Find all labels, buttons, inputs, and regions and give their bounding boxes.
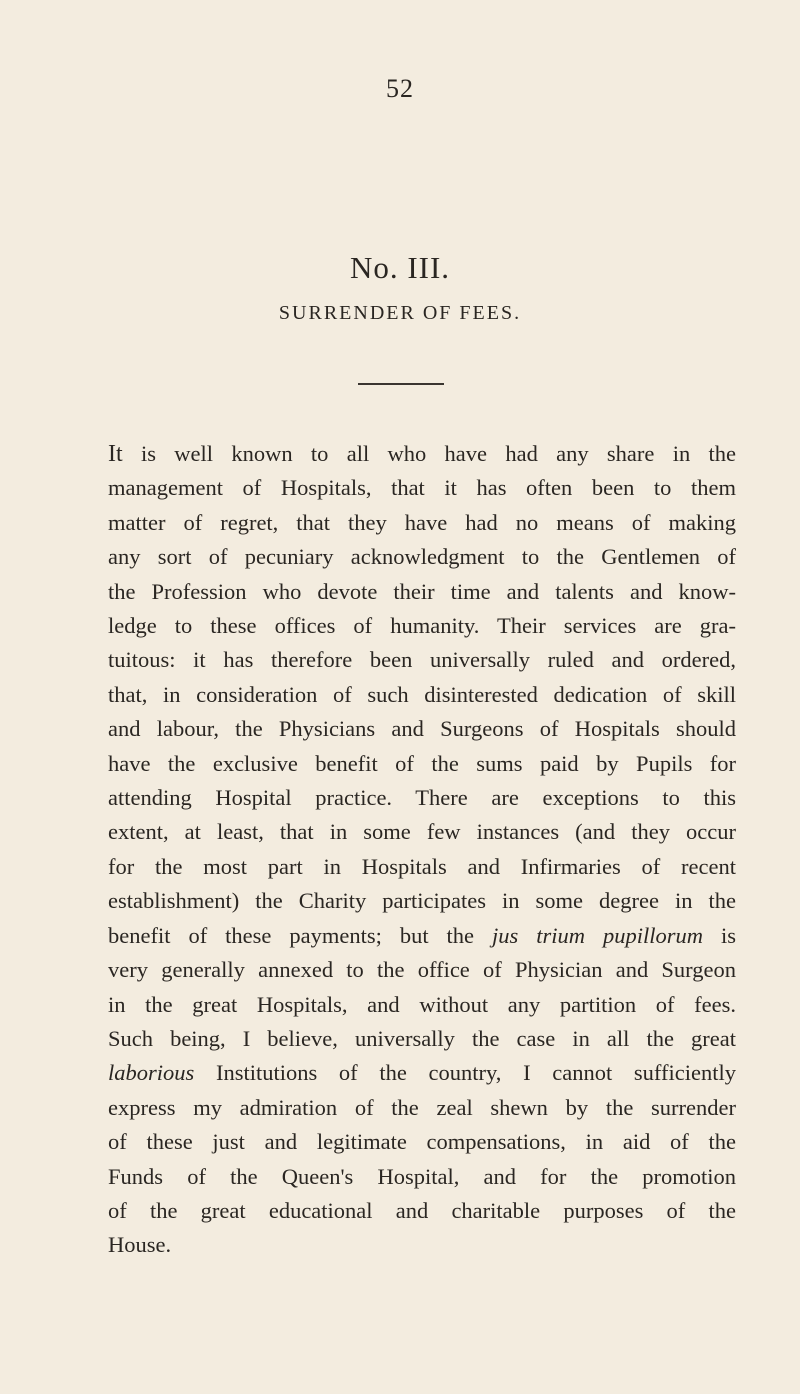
drop-word: It <box>108 441 123 467</box>
text-line: House. <box>108 1232 172 1258</box>
body-paragraph <box>108 437 736 1263</box>
text-line: Such being, I believe, universally the case in all the great <box>108 1025 736 1051</box>
text-line: tuitous: it has therefore been universally ruled and ordered, <box>108 647 736 673</box>
text-line: in the great Hospitals, and without any partition of fees. <box>108 991 736 1017</box>
text-line: Funds of the Queen's Hospital, and for the promotion <box>108 1163 736 1189</box>
text-line: benefit of these payments; but the jus trium pupillorum is <box>108 922 736 948</box>
text-line: that, in consideration of such disinterested dedication of skill <box>108 681 736 707</box>
text-line: attending Hospital practice. There are exceptions to this <box>108 785 736 811</box>
text-line: and labour, the Physicians and Surgeons of Hospitals should <box>108 716 736 742</box>
text-line: extent, at least, that in some few instances (and they occur <box>108 819 736 845</box>
emphasis-word: laborious <box>108 1060 195 1086</box>
section-divider <box>358 383 444 385</box>
text-line: any sort of pecuniary acknowledgment to the Gentlemen of <box>108 544 736 570</box>
text-line: very generally annexed to the office of Physician and Surgeon <box>108 957 736 983</box>
text-line: express my admiration of the zeal shewn by the surrender <box>108 1094 736 1120</box>
section-number: No. III. <box>349 250 451 285</box>
latin-phrase: jus trium pupillorum <box>492 922 704 948</box>
section-title: SURRENDER OF FEES. <box>278 302 522 324</box>
page-number: 52 <box>386 74 414 103</box>
text-line: have the exclusive benefit of the sums paid by Pupils for <box>108 750 736 776</box>
text-line: of these just and legitimate compensations, in aid of the <box>108 1129 736 1155</box>
text-line: ledge to these offices of humanity. Their services are gra- <box>108 613 736 639</box>
text-line: matter of regret, that they have had no means of making <box>108 509 736 535</box>
text-line: It is well known to all who have had any share in the <box>108 441 736 467</box>
text-line: the Profession who devote their time and talents and know- <box>108 578 736 604</box>
text-line: for the most part in Hospitals and Infirmaries of recent <box>108 853 736 879</box>
text-line: laborious Institutions of the country, I cannot sufficiently <box>108 1060 736 1086</box>
text-line: of the great educational and charitable purposes of the <box>108 1197 736 1223</box>
text-line: management of Hospitals, that it has often been to them <box>108 475 736 501</box>
text-line: establishment) the Charity participates in some degree in the <box>108 888 736 914</box>
